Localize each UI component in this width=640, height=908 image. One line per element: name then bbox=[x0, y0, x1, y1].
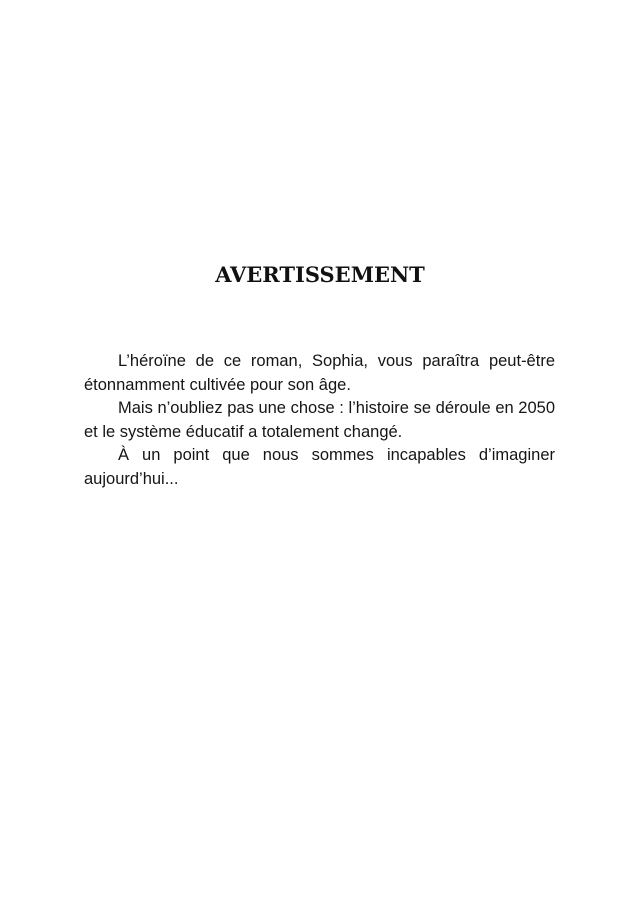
paragraph-heroine: L’héroïne de ce roman, Sophia, vous paraîtra peut-être étonnamment cultivée pour son âge. bbox=[84, 352, 555, 394]
notice-text bbox=[84, 350, 555, 491]
paragraph-imagination: À un point que nous sommes incapables d’imaginer aujourd’hui... bbox=[84, 446, 555, 488]
paragraph-setting: Mais n’oubliez pas une chose : l’histoire se déroule en 2050 et le système éducatif a totalement changé. bbox=[84, 399, 555, 441]
page-title: AVERTISSEMENT bbox=[215, 262, 425, 287]
